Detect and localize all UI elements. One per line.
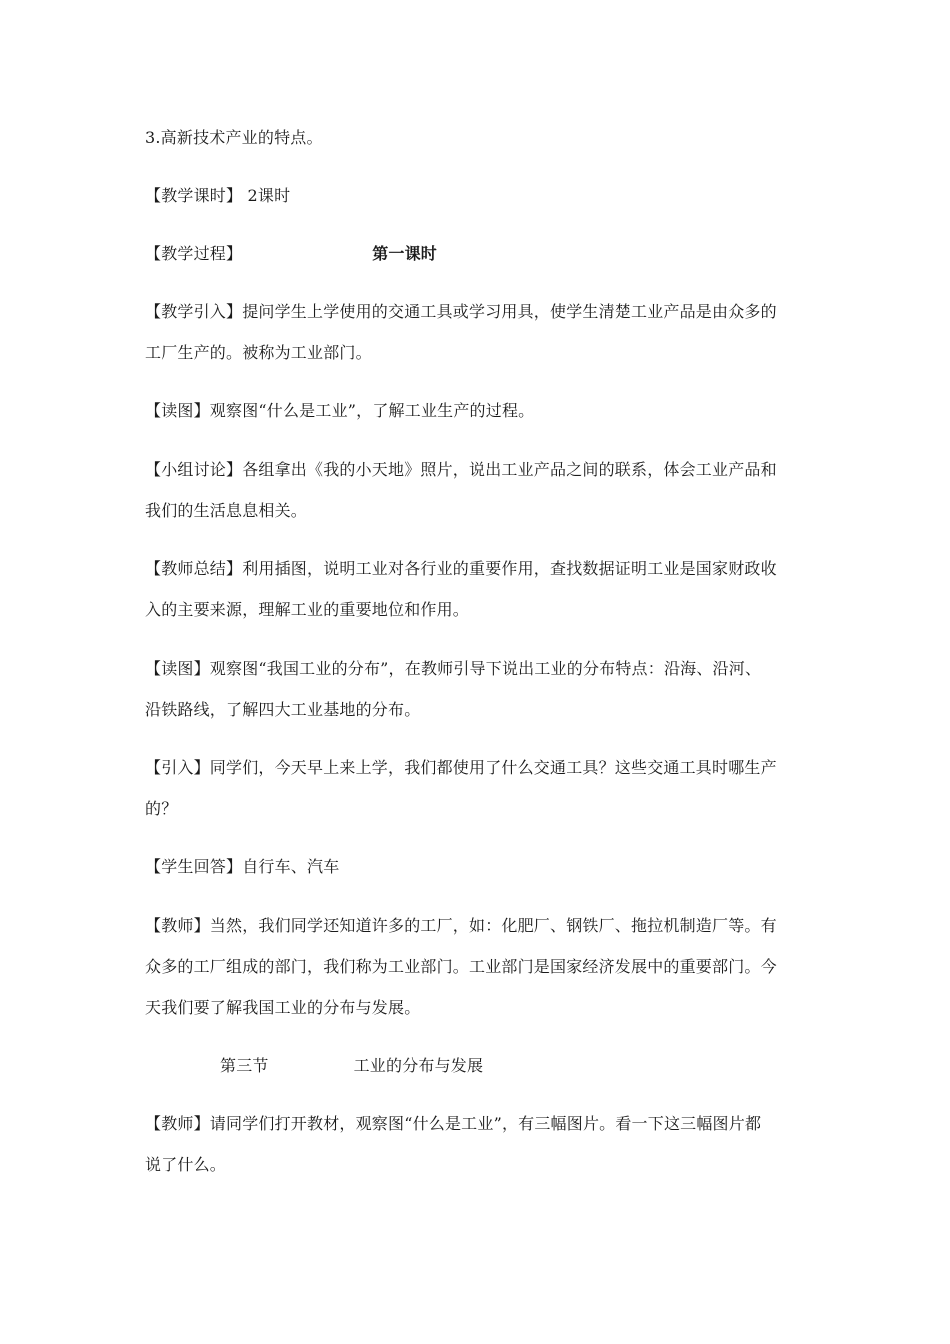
text-line: 我们的生活息息相关。 [145, 501, 308, 520]
text-line: 【学生回答】自行车、汽车 [145, 857, 340, 876]
text-line [145, 244, 437, 264]
lesson-heading: 第一课时 [372, 244, 438, 263]
text-line: 【读图】观察图“我国工业的分布”，在教师引导下说出工业的分布特点：沿海、沿河、 [145, 659, 762, 678]
text-line: 3.高新技术产业的特点。 [145, 128, 323, 147]
text-line: 工厂生产的。被称为工业部门。 [145, 343, 372, 362]
text-line: 【引入】同学们，今天早上来上学，我们都使用了什么交通工具？这些交通工具时哪生产 [145, 758, 777, 777]
text-line: 众多的工厂组成的部门，我们称为工业部门。工业部门是国家经济发展中的重要部门。今 [145, 957, 777, 976]
text-line: 的？ [145, 799, 178, 818]
text-line: 【教学引入】提问学生上学使用的交通工具或学习用具，使学生清楚工业产品是由众多的 [145, 302, 777, 321]
text-line: 【教师总结】利用插图，说明工业对各行业的重要作用，查找数据证明工业是国家财政收 [145, 559, 777, 578]
text-line: 【小组讨论】各组拿出《我的小天地》照片，说出工业产品之间的联系，体会工业产品和 [145, 460, 777, 479]
section-label: 【教学过程】 [145, 244, 243, 263]
text-line: 入的主要来源，理解工业的重要地位和作用。 [145, 600, 470, 619]
section-number: 第三节 [220, 1056, 269, 1075]
text-line: 【教师】请同学们打开教材，观察图“什么是工业”，有三幅图片。看一下这三幅图片都 [145, 1114, 762, 1133]
text-line: 【教师】当然，我们同学还知道许多的工厂，如：化肥厂、钢铁厂、拖拉机制造厂等。有 [145, 916, 777, 935]
section-title [220, 1056, 483, 1076]
text-line: 【教学课时】 2课时 [145, 186, 291, 205]
text-line: 沿铁路线，了解四大工业基地的分布。 [145, 700, 421, 719]
text-line: 说了什么。 [145, 1155, 227, 1174]
text-line: 天我们要了解我国工业的分布与发展。 [145, 998, 421, 1017]
section-name: 工业的分布与发展 [353, 1056, 484, 1075]
text-line: 【读图】观察图“什么是工业”，了解工业生产的过程。 [145, 401, 535, 420]
